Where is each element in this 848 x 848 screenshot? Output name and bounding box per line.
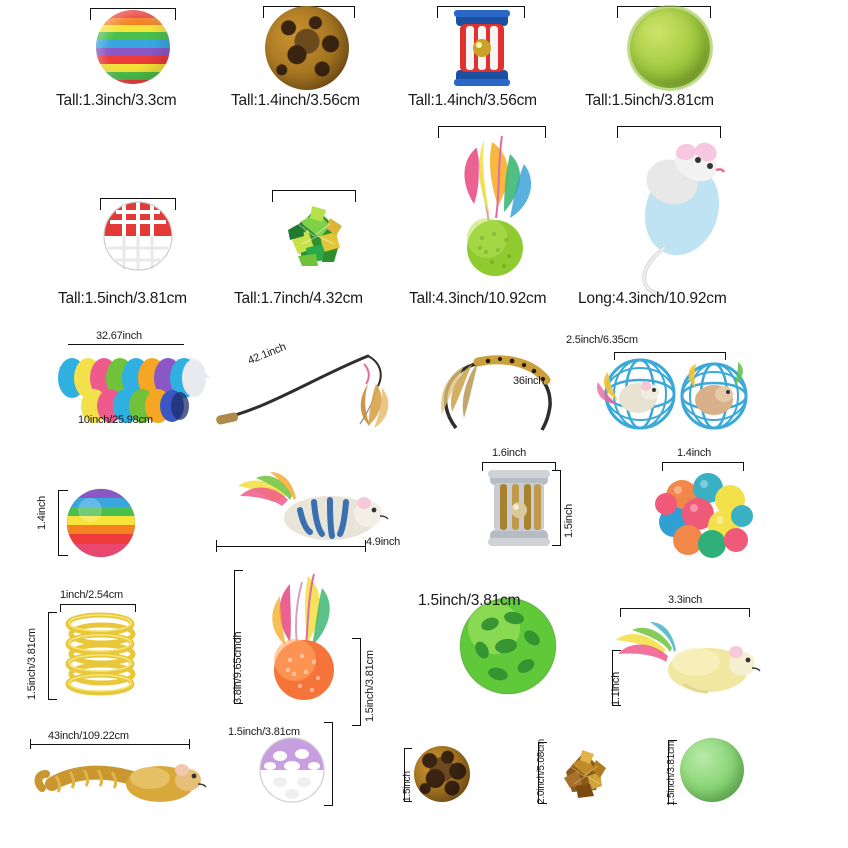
caption-feather-mouse-length: 3.3inch xyxy=(668,594,703,606)
measure-bracket xyxy=(60,604,136,612)
caged-mice-balls xyxy=(588,350,768,436)
red-white-lattice-bell-ball xyxy=(102,200,174,272)
feather-topped-golf-ball xyxy=(440,120,550,280)
leopard-small-ball xyxy=(414,746,470,802)
measure-line xyxy=(216,546,366,547)
caption-roller-height: 1.5inch xyxy=(563,503,575,538)
purple-white-bell-ball xyxy=(258,736,326,804)
green-crinkle-foil-ball xyxy=(274,192,358,278)
green-plush-ball xyxy=(630,8,710,88)
caption-feather-wand: 42.1inch xyxy=(246,340,288,368)
caption-feather-ball-diameter: 1.5inch/3.81cm xyxy=(364,650,376,722)
caption-leopard-print-ball: Tall:1.4inch/3.56cm xyxy=(231,92,360,109)
caption-roller-width: 1.6inch xyxy=(492,447,527,459)
caption-caged-mice-balls: 2.5inch/6.35cm xyxy=(566,334,638,346)
caption-striped-fish-mouse-toy: 4.9inch xyxy=(366,536,401,548)
caption-leopard-small-ball: 1.5inch xyxy=(402,771,413,802)
measure-bracket xyxy=(58,490,68,556)
caption-tunnel-diameter: 10inch/25.98cm xyxy=(78,414,153,426)
crinkle-foil-ball-small xyxy=(552,740,616,804)
caption-long-plush-kicker-mouse: 43inch/109.22cm xyxy=(48,730,129,742)
blue-plush-mouse xyxy=(620,124,740,284)
caption-green-plush-ball-small: 1.5inch/3.81cm xyxy=(666,740,677,806)
measure-bracket xyxy=(48,612,57,700)
leopard-teaser-wand xyxy=(412,348,592,432)
measure-bracket xyxy=(662,462,744,471)
rainbow-sponge-ball xyxy=(96,10,170,84)
rainbow-ball-small xyxy=(66,488,136,558)
feather-orange-ball xyxy=(250,566,360,706)
caption-feather-topped-golf-ball: Tall:4.3inch/10.92cm xyxy=(409,290,547,307)
pompom-ball-pack xyxy=(654,470,754,560)
caption-crinkle-foil-ball-small: 2.0inch/5.08cm xyxy=(536,738,547,804)
feather-teaser-wand xyxy=(208,340,398,432)
long-plush-kicker-mouse xyxy=(36,748,216,810)
striped-fish-mouse-toy xyxy=(212,470,392,550)
measure-tick xyxy=(30,739,31,749)
measure-bracket xyxy=(324,722,333,806)
caption-feather-ball-total-height: 3.8in/9.65cmdh xyxy=(232,631,244,704)
measure-bracket xyxy=(352,638,361,726)
caption-purple-white-bell-ball: 1.5inch/3.81cm xyxy=(228,726,300,738)
red-blue-rattle-roller xyxy=(442,8,522,88)
measure-line xyxy=(68,344,184,345)
measure-tick xyxy=(189,739,190,749)
caption-rainbow-ball-small: 1.4inch xyxy=(36,495,48,530)
caption-red-blue-rattle-roller: Tall:1.4inch/3.56cm xyxy=(408,92,537,109)
measure-bracket xyxy=(482,462,556,471)
measure-bracket xyxy=(620,608,750,617)
caption-green-crinkle-foil-ball: Tall:1.7inch/4.32cm xyxy=(234,290,363,307)
caption-spring-height: 1.5inch/3.81cm xyxy=(26,628,38,700)
yellow-coil-spring xyxy=(56,608,148,700)
caption-tunnel-length: 32.67inch xyxy=(96,330,142,342)
feather-tail-mouse xyxy=(610,618,760,708)
measure-line xyxy=(30,744,190,745)
caption-feather-mouse-height: 1.1inch xyxy=(610,671,622,706)
green-plush-ball-small xyxy=(680,738,744,802)
caption-green-jingle-bell-ball: 1.5inch/3.81cm xyxy=(418,592,521,609)
caption-green-plush-ball: Tall:1.5inch/3.81cm xyxy=(585,92,714,109)
measure-tick xyxy=(216,540,217,552)
caption-blue-plush-mouse: Long:4.3inch/10.92cm xyxy=(578,290,727,307)
caption-leopard-wand: 36inch xyxy=(513,375,545,387)
leopard-print-ball xyxy=(265,6,349,90)
wooden-roller-bell-toy xyxy=(482,468,556,548)
caption-spring-diameter: 1inch/2.54cm xyxy=(60,589,124,601)
caption-rainbow-sponge-ball: Tall:1.3inch/3.3cm xyxy=(56,92,177,109)
caption-pompom-ball-pack: 1.4inch xyxy=(677,447,712,459)
caption-red-white-lattice-bell-ball: Tall:1.5inch/3.81cm xyxy=(58,290,187,307)
measure-bracket xyxy=(552,470,561,546)
measure-bracket xyxy=(614,352,726,360)
